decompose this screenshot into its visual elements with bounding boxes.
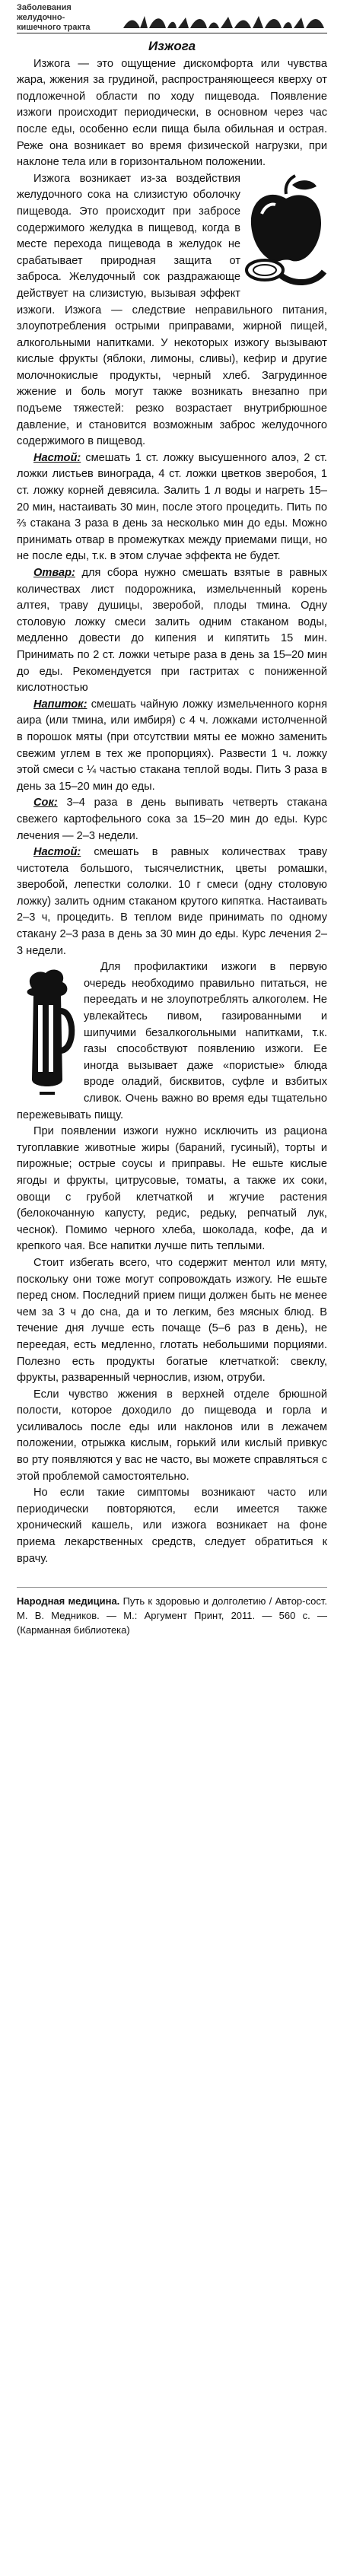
recipe-4 — [17, 795, 327, 844]
article-title: Изжога — [148, 39, 196, 53]
citation-lead: Народная медицина. — [17, 1595, 120, 1608]
section-label: Заболевания желудочно-кишечного тракта — [17, 3, 91, 32]
recipe-3-text: смешать чайную ложку измельченного корня аира (или тмина, или имбиря) с 4 ч. ложками истолченной в порошок мяты (при отсутствии мяты ее можно заменить свежим углем в тех же пропорциях). Развести 1 ч. ложку этой смеси с ¼ частью стакана теплой воды. Пить 3 раза в день за 15–20 мин до еды. — [17, 698, 327, 793]
recipe-1-text: смешать 1 ст. ложку высушенного алоэ, 2 ст. ложки листьев винограда, 4 ст. ложки цветков зверобоя, 1 ст. ложку корней девясила. Залить 1 л воды и нагреть 15–20 мин, настаивать 30 мин, после этого процедить. Пить по ⅔ стакана 3 раза в день за несколько мин до еды. Можно принимать отвар в промежутках между приемами пищи, но не после еды, т.к. в этом случае эффекта не будет. — [17, 451, 327, 563]
section-header — [17, 0, 327, 33]
apple-illustration-icon — [245, 174, 327, 288]
prevention-paragraph-4: Если чувство жжения в верхней отделе брюшной полости, которое доходило до пищевода и горла и усиливалось после еды или наклонов или в лежачем положении, отрыжка кислым, горький или кислый привкус во рту появляются у вас не часто, вы можете справляться с этой проблемой самостоятельно. — [17, 1388, 327, 1483]
beer-mug-illustration-icon — [17, 965, 76, 1102]
recipe-2 — [17, 565, 327, 697]
cause-paragraph: Изжога возникает из-за воздействия желудочного сока на слизистую оболочку пищевода. Это происходит при забросе содержимого желудка в пищевод, когда в месте перехода пищевода в желудок не срабатывает природная защита от заброса. Желудочный сок раздражающе действует на слизистую, вызывая эффект изжоги. Изжога — следствие неправильного питания, злоупотребления острыми приправами, жирной пищей, алкогольными напитками. У некоторых изжогу вызывают кислые фрукты (яблоки, лимоны, сливы), кефир и другие молочнокислые продукты, черный хлеб. Загрудинное жжение и боль могут также возникать внезапно при подъеме тяжестей: резко возрастает внутрибрюшное давление, и становится возможным заброс желудочного содержимого в пищевод. — [17, 172, 327, 448]
prevention-paragraph-1: Для профилактики изжоги в первую очередь необходимо правильно питаться, не переедать и не злоупотреблять алкоголем. Не увлекайтесь пивом, газированными и шипучими безалкогольными напитками, т.к. газы способствуют появлению изжоги. Ее иногда вызывает даже «пористые» блюда вроде оладий, бисквитов, суфле и взбитых сливок. Очень важно во время еды тщательно пережевывать пищу. — [17, 961, 327, 1121]
recipe-5 — [17, 844, 327, 959]
prevention-paragraph-2: При появлении изжоги нужно исключить из рациона тугоплавкие животные жиры (бараний, гусиный), торты и пирожные; острые соусы и приправы. Не ешьте кислые ягоды и фрукты, цитрусовые, томаты, а также их соки, овощи с грубой клетчаткой и жгучие растения (белокочанную капусту, редис, редьку, репчатый лук, чеснок). Помимо черного хлеба, шоколада, кофе, да и крепкого чая. Все напитки лучше пить теплыми. — [17, 1125, 327, 1253]
recipe-2-text: для сбора нужно смешать взятые в равных количествах лист подорожника, измельченный корень алтея, траву душицы, зверобой, плоды тмина. Одну столовую ложку смеси залить одним стаканом воды, медленно довести до кипения и кипятить 15 мин. Принимать по 2 ст. ложки четыре раза в день за 15–20 мин до еды. Рекомендуется при гастритах с пониженной кислотностью — [17, 567, 327, 695]
recipe-3-lead: Напиток: — [33, 698, 88, 711]
recipe-4-text: 3–4 раза в день выпивать четверть стакана свежего картофельного сока за 15–20 мин до еды. Курс лечения — 2–3 недели. — [17, 797, 327, 842]
citation-text: Путь к здоровью и долголетию / Автор-сост. М. В. Медников. — М.: Аргумент Принт, 2011. — 560 с. — (Карманная библиотека) — [17, 1595, 327, 1636]
recipe-1-lead: Настой: — [33, 451, 81, 464]
recipe-5-lead: Настой: — [33, 846, 81, 859]
recipe-3 — [17, 697, 327, 796]
recipe-2-lead: Отвар: — [33, 567, 75, 579]
source-citation — [17, 1587, 327, 1637]
recipe-5-text: смешать в равных количествах траву чистотела большого, тысячелистник, цветы ромашки, зверобой, лепестки сололки. 10 г смеси (одну столовую ложку) залить одним стаканом крутого кипятка. Настаивать 2–3 ч, процедить. В теплом виде принимать по одному стакану 2–3 раза в день за 30 мин до еды. Курс лечения 2–3 недели. — [17, 846, 327, 957]
ornament-icon — [122, 13, 327, 33]
intro-paragraph: Изжога — это ощущение дискомфорта или чувства жара, жжения за грудиной, распространяющееся кверху от подложечной области по ходу пищевода. Появление изжоги происходит периодически, в основном через час после еды, особенно если пища была обильная и острая. Реже она возникает во время физической нагрузки, при наклоне тела или в горизонтальном положении. — [17, 57, 327, 169]
recipe-1 — [17, 450, 327, 565]
prevention-paragraph-3: Стоит избегать всего, что содержит ментол или мяту, поскольку они тоже могут сопровождать изжогу. Не ешьте перед сном. Последний прием пищи должен быть не менее чем за 3 ч до сна, да и то легким, без мясных блюд. В течение дня лучше есть почаще (5–6 раз в день), не переедая, есть медленно, глотать небольшими порциями. Полезно есть продукты богатые клетчаткой: свеклу, фрукты, разваренный чернослив, изюм, отруби. — [17, 1256, 327, 1385]
recipe-4-lead: Сок: — [33, 797, 58, 809]
prevention-paragraph-5: Но если такие симптомы возникают часто или периодически повторяются, если имеется также хронический кашель, или изжога возникает на фоне приема лекарственных средств, следует обратиться к врачу. — [17, 1487, 327, 1565]
